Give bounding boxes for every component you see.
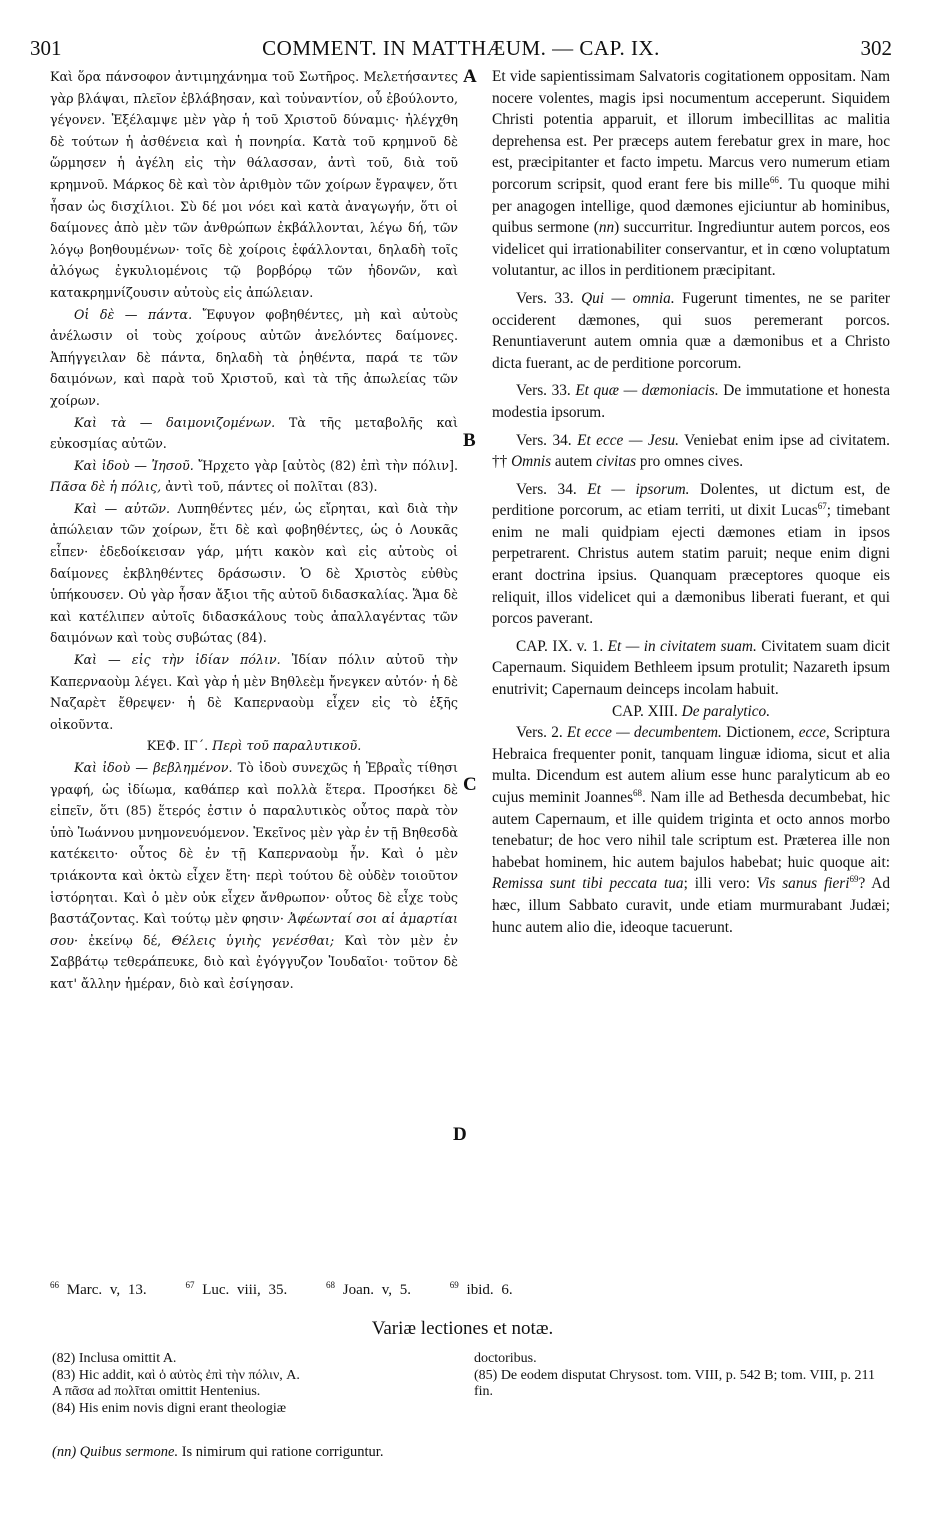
latin-paragraph [492,636,890,701]
greek-lemma: Οἱ δὲ — πάντα. [74,306,193,322]
greek-lemma: Καὶ ἰδοὺ — Ἰησοῦ. [74,457,194,473]
verse-ref: Vers. 33. [516,382,571,400]
running-title: COMMENT. IN MATTHÆUM. — CAP. IX. [262,36,660,60]
variant-note: (82) Inclusa omittit A. [52,1351,177,1366]
greek-text: Ἤρχετο γὰρ [αὐτὸς (82) ἐπὶ τὴν πόλιν]. [198,457,459,473]
margin-mark-c: C [463,774,477,795]
latin-paragraph [492,722,890,938]
right-page-number: 302 [860,36,892,60]
latin-text: pro omnes cives. [639,453,744,471]
latin-lemma: ecce [798,724,826,742]
footnote-ref: 66 [769,174,779,185]
latin-paragraph [492,479,890,630]
latin-lemma: Et quæ — dæmoniacis. [575,382,719,400]
greek-column [50,66,458,995]
verse-ref: Vers. 33. [516,289,574,307]
latin-chapter-heading [492,701,890,723]
greek-paragraph [50,649,458,735]
greek-text: Ἰδίαν πόλιν αὐτοῦ τὴν Καπερναοὺμ λέγει. Καὶ γὰρ ἡ μὲν Βηθλεὲμ ἤνεγκεν αὐτόν· ἡ δὲ Ναζαρὲτ ἔθρεψεν· ἡ δὲ Καπερναοὺμ εἶχεν εἰς τὸ ἑξῆς οἰκοῦντα. [50,652,458,732]
latin-text: De immutatione et honesta modestia ipsorum. [492,382,890,421]
greek-quote: Ἀφέωνταί σοι αἱ ἁμαρτίαι σου· [50,911,458,948]
verse-ref: Vers. 2. [516,724,563,742]
latin-text: ? Ad hæc, illum Sabbato curavit, unde etiam murmurabant Judæi; hunc autem alio die, ideoque tacuerunt. [492,875,890,936]
footnote-number: 67 [185,1280,195,1290]
footnote [326,1282,411,1298]
greek-lemma: Καὶ — εἰς τὴν ἰδίαν πόλιν. [74,652,281,668]
greek-text: Τὸ ἰδοὺ συνεχῶς ἡ Ἑβραῒς τίθησι γραφή, ὡς ἰδίωμα, καθάπερ καὶ πολλὰ ἕτερα. Προσήκει δὲ εἰπεῖν, ὅτι (85) ἕτερός ἐστιν ὁ παραλυτικὸς οὗτος παρὰ τὸν ὑπὸ Ἰωάννου μνημονευόμενον. Ἐκεῖνος μὲν γὰρ ἐν τῇ Βηθεσδὰ κατέκειτο· οὗτος δὲ ἐν τῇ Καπερναοὺμ ἦν. Καὶ ὁ μὲν τριάκοντα καὶ ὀκτὼ εἶχεν ἔτη· περὶ τούτου δὲ οὐδὲν τοιοῦτον ἱστόρηται. Καὶ ὁ μὲν οὐκ εἶχεν ἄνθρωπον· οὗτος δὲ εἶχε τοὺς βαστάζοντας. Καὶ τούτῳ μὲν φησιν· [50,760,458,927]
verse-ref: Vers. 34. [516,431,572,449]
chapter-number: CAP. XIII. [611,702,678,720]
greek-lemma: Καὶ τὰ — δαιμονιζομένων. [74,414,276,430]
variant-note: (85) De eodem disputat Chrysost. tom. VIII, p. 542 B; tom. VIII, p. 211 fin. [474,1367,876,1399]
latin-column [492,66,890,938]
greek-lemma: Πᾶσα δὲ ἡ πόλις, [50,479,162,495]
latin-text: . Nam ille ad Bethesda decumbebat, hic autem Capernaum, et ille quidem triginta et octo annos morbo tenebatur; de hoc vero nihil tale scriptum est. Præterea ille non habebat hominem, hic autem bajulos habebat; huic quoque ait: [492,789,891,871]
note-label: (nn) [52,1444,77,1460]
latin-text: Dictionem, [726,724,795,742]
margin-mark-b: B [463,430,476,451]
latin-paragraph [492,430,890,473]
latin-text: . Tu quoque mihi per anagogen intellige, quod dæmones ejiciuntur ab hominibus, quibus sermone ( [492,175,890,237]
greek-lemma: Καὶ — αὐτῶν. [74,500,171,516]
greek-text: Καὶ ὅρα πάνσοφον ἀντιμηχάνημα τοῦ Σωτῆρος. Μελετήσαντες γὰρ βλάψαι, πλεῖον ἐβλάβησαν, καὶ τοὐναντίον, οὗ ἐβούλοντο, γέγονεν. Ἐξέλαμψε μὲν γὰρ ἡ τοῦ Χριστοῦ δύναμις· ἠλέγχθη δὲ τούτων ἡ ἀσθένεια καὶ ἡ πονηρία. Κατὰ τοῦ κρημνοῦ δὲ ὥρμησεν ἡ ἀγέλη εἰς τὴν θάλασσαν, ἀντὶ τοῦ, διὰ τοῦ κρημνοῦ. Μάρκος δὲ καὶ τὸν ἀριθμὸν τῶν χοίρων ἔγραψεν, ὅτι ἦσαν ὡς δισχίλιοι. Σὺ δέ μοι νόει καὶ κατὰ ἀναγωγήν, ὅτι οἱ δαίμονες ἀπὸ μὲν τῶν ἀνθρώπων ἐκβάλλονται, λέγω δή, τῶν λόγῳ βοηθουμένων· τοῖς δὲ χοίροις ἐφάλλονται, δηλαδὴ τοῖς ἀλόγως ἐγκυλιομένοις τῷ βορβόρῳ τῶν ἡδονῶν, καὶ κατακρημνίζουσιν αὐτοὺς εἰς ἀπώλειαν. [50,69,458,300]
verse-ref: Vers. 34. [516,480,577,498]
chapter-title: Περὶ τοῦ παραλυτικοῦ. [212,738,362,754]
latin-paragraph [492,380,890,423]
latin-text: , Scriptura Hebraica frequenter ponit, tanquam linguæ idioma, sicut et alia multa. Dicendum est autem alium esse hunc paralyticum ab eo cujus meminit Joannes [492,724,890,806]
chapter-number: ΚΕΦ. ΙΓ΄. [146,738,209,754]
variant-notes-left [52,1351,452,1417]
footnote-text: Luc. viii, 35. [202,1282,288,1298]
variant-note: A πᾶσα ad πολῖται omittit Hentenius. [52,1384,261,1399]
latin-text: ) succurritur. Ingrediuntur autem porcos, eos videlicet qui irrationabiliter conservantur, et in cœno voluptatum volutantur, ac illos in perditionem præcipitant. [492,219,890,280]
greek-lemma: Καὶ ἰδοὺ — βεβλημένον. [74,760,233,775]
footnote-number: 69 [449,1280,459,1290]
left-page-number: 301 [30,36,62,60]
footnote [185,1282,287,1298]
variant-note: (84) His enim novis digni erant theologiæ [52,1400,287,1416]
greek-paragraph [50,412,458,455]
footnote-number: 68 [326,1280,336,1290]
footnote-number: 66 [50,1280,59,1290]
greek-paragraph [50,455,458,498]
latin-text: Et vide sapientissimam Salvatoris cogitationem oppositam. Nam nocere volentes, magis ipsi nocumentum acceperunt. Siquidem Christi potentia apparuit, et illorum imbecillitas ac malitia deprehensa est. Per præceps autem ferebatur grex in mare, hoc est, præcipitanter et facto impetu. Marcus vero numerum etiam porcorum scripsit, quod erant fere bis mille [492,68,890,193]
footnote [50,1282,147,1298]
latin-lemma: Qui — omnia. [581,289,675,307]
note-lemma: Quibus sermone. [79,1444,179,1460]
verse-ref: CAP. IX. v. 1. [516,637,604,655]
footnote-text: Joan. v, 5. [342,1282,412,1298]
latin-text: autem [554,453,593,471]
note-nn [52,1444,892,1461]
variant-note: (83) Hic addit, καὶ ὁ αὐτὸς ἐπὶ τὴν πόλιν, A. [52,1367,300,1383]
greek-text: Ἔφυγον φοβηθέντες, μὴ καὶ αὐτοὺς ἀνέλωσιν οἱ τοὺς χοίρους αὐτῶν ἀνελόντες δαίμονες. Ἀπήγγειλαν δὲ πάντα, δηλαδὴ τὰ ῥηθέντα, παρά τε τῶν δαιμόνων, καὶ παρὰ τοῦ Χριστοῦ, καὶ τὰ τῆς ἀπωλείας τῶν χοίρων. [50,306,458,408]
greek-paragraph [50,66,458,304]
footnote-text: ibid. 6. [466,1282,513,1298]
footnote-ref: 69 [849,874,859,885]
latin-paragraph [492,288,890,374]
latin-quote: Vis sanus fieri [756,875,850,893]
variae-lectiones-title: Variæ lectiones et notæ. [371,1318,554,1339]
footnote-text: Marc. v, 13. [66,1282,147,1298]
latin-lemma: Omnis [511,453,552,471]
running-header [30,36,892,60]
greek-paragraph [50,304,458,412]
latin-text: Fugerunt timentes, ne se pariter occiderent dæmones, qui suos peremerant porcos. Renuntiaverunt autem omnia quæ a dæmonibus et a Christo dicta fuerant, ac de perditione porcorum. [492,289,891,372]
latin-text: ; illi vero: [683,875,751,893]
greek-text: Καὶ τὸν μὲν ἐν Σαββάτῳ τεθεράπευκε, διὸ καὶ ἐγόγγυζον Ἰουδαῖοι· τοῦτον δὲ κατ' ἄλλην ἡμέραν, διὸ καὶ ἐσίγησαν. [50,932,458,991]
latin-lemma: Et ecce — decumbentem. [566,724,722,742]
note-ref: nn [598,219,615,237]
margin-mark-d: D [453,1124,467,1145]
variant-note: doctoribus. [474,1351,537,1366]
note-text: Is nimirum qui ratione corriguntur. [181,1444,384,1460]
greek-text: Τὰ τῆς μεταβολῆς καὶ εὐκοσμίας αὐτῶν. [50,414,458,452]
latin-paragraph [492,66,890,282]
footnote-ref: 68 [633,787,643,798]
latin-lemma: Et ecce — Jesu. [577,431,679,449]
greek-quote: Θέλεις ὑγιὴς γενέσθαι; [171,932,335,948]
latin-lemma: civitas [596,453,637,471]
latin-quote: Remissa sunt tibi peccata tua [492,875,684,893]
greek-text: ἀντὶ τοῦ, πάντες οἱ πολῖται (83). [165,479,378,495]
latin-text: ; timebant enim ne mali quidpiam ejecti dæmones etiam in ipsos perpetrarent. Christus autem statim paruit; neque enim digni erant doctrina ipsius. Quanquam præceptores quoque eis reliquit, illos videlicet qui a dæmonibus liberati fuerant, et qui porcos paverant. [492,502,890,628]
greek-paragraph [50,757,458,995]
footnote-ref: 67 [817,501,827,512]
chapter-title: De paralytico. [681,702,771,720]
greek-chapter-heading [50,735,458,757]
scripture-footnotes [50,1282,890,1299]
latin-lemma: Et — in civitatem suam. [607,637,757,655]
variant-notes-right [474,1351,890,1401]
greek-paragraph [50,498,458,649]
latin-text: Veniebat enim ipse ad civitatem. †† [492,431,890,471]
greek-text: ἐκείνῳ δέ, [88,932,162,948]
latin-lemma: Et — ipsorum. [587,480,690,498]
latin-text: Civitatem suam dicit Capernaum. Siquidem Bethleem ipsum protulit; Nazareth ipsum enutrivit; Capernaum deinceps incolam habuit. [492,637,891,699]
greek-text: Λυπηθέντες μέν, ὡς εἴρηται, καὶ διὰ τὴν ἀπώλειαν τῶν χοίρων, ἔτι δὲ καὶ φοβηθέντες, ὡς ὁ Λουκᾶς εἶπεν· ἐδεδοίκεισαν γάρ, μήτι κακὸν καὶ εἰς αὐτοὺς οἱ δαίμονες ἐκβληθέντες δράσωσιν. Ὁ δὲ Χριστὸς εὐθὺς ὑπήκουσεν. Οὐ γὰρ ἦσαν ἄξιοι τῆς αὐτοῦ διδασκαλίας. Ἅμα δὲ καὶ κατέλιπεν αὐτοῖς διδασκάλους τοὺς ἀπαλλαγέντας τῶν δαιμόνων καὶ τοὺς συβώτας (84). [50,500,458,646]
latin-text: Dolentes, ut dictum est, de perditione porcorum, ac etiam territi, ut dixit Lucas [492,480,890,520]
footnote [450,1282,513,1298]
margin-mark-a: A [463,66,477,87]
